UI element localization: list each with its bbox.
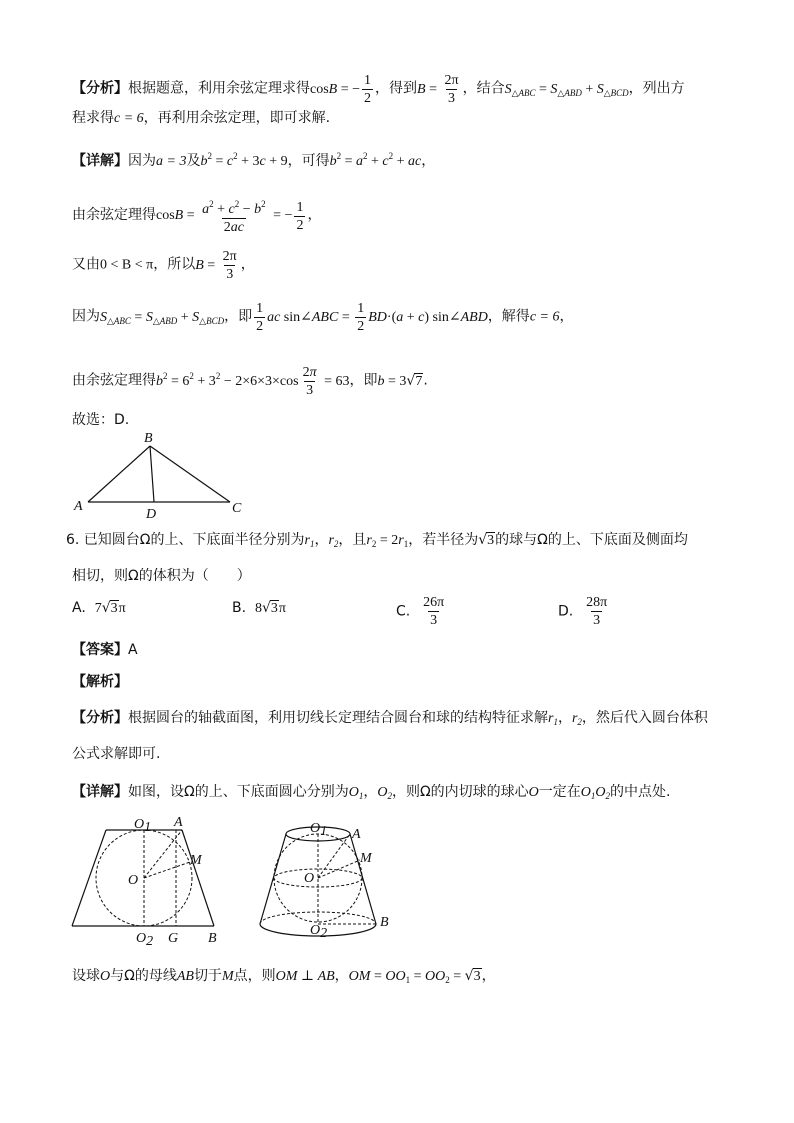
question-6-line-2: 相切，则Ω的体积为（ ） <box>72 568 251 584</box>
q6-analysis-line-2: 公式求解即可. <box>72 746 161 762</box>
analysis-tag: 【分析】 <box>72 80 128 97</box>
label-A: A <box>352 827 361 842</box>
option-b[interactable]: B. 8√3π <box>232 600 286 616</box>
formula-cos-law: cosB = $\frac{a^2 + c^2 - b^2}{2ac}$ = − $\frac{1}{2}$ <box>156 199 304 235</box>
label-O2: O2 <box>136 931 154 946</box>
label-A: A <box>74 499 83 514</box>
analysis-line-1: 【分析】根据题意，利用余弦定理求得cosB = − $\frac{1}{2}$ ，得到B = $\frac{2\pi}{3}$ ，结合$S_{\triangle ABC} = S_{\triangle ABD} + S_{\triangle BCD}$，列出方 <box>72 73 685 106</box>
question-6-line-1: 6. 已知圆台Ω的上、下底面半径分别为$r_1$，$r_2$，且$r_2 = 2r_1$，若半径为√3的球与Ω的上、下底面及侧面均 <box>66 532 688 549</box>
label-O2: O2 <box>310 923 328 941</box>
formula-r2-2r1: $r_2 = 2r_1$ <box>366 533 409 549</box>
analysis-line-2: 程求得c = 6，再利用余弦定理，即可求解. <box>72 110 331 126</box>
option-d[interactable]: D. $\frac{28\pi}{3}$ <box>558 595 608 628</box>
detail-line-4: 因为$S_{\triangle ABC} = S_{\triangle ABD} + S_{\triangle BCD}$，即 $\frac{1}{2}$ ac sin∠ABC = $\frac{1}{2}$ BD·(a + c) sin∠ABD，解得c = 6， <box>72 301 574 334</box>
formula-OM-perp: OM ⊥ AB <box>275 969 335 984</box>
explanation-tag: 【解析】 <box>72 674 128 690</box>
label-B: B <box>380 915 389 930</box>
answer-line: 【答案】A <box>72 642 138 658</box>
r2: $r_2$ <box>328 533 339 549</box>
label-M: M <box>190 853 202 868</box>
cross-section-figure <box>66 812 236 946</box>
formula-B: B = $\frac{2\pi}{3}$ <box>417 73 459 106</box>
label-O1: O1 <box>310 821 328 839</box>
label-O1: O1 <box>134 817 152 835</box>
label-O: O <box>304 871 315 886</box>
formula-area-eq: $\frac{1}{2}$ ac sin∠ABC = $\frac{1}{2}$ BD·(a + c) sin∠ABD <box>256 301 488 334</box>
r1: $r_1$ <box>304 533 315 549</box>
final-line: 设球O与Ω的母线AB切于M点，则OM ⊥ AB，OM = $OO_1 = OO_2 = √3$， <box>72 968 496 985</box>
label-G: G <box>168 931 179 946</box>
detail-line-2: 由余弦定理得cosB = $\frac{a^2 + c^2 - b^2}{2ac}$ = − $\frac{1}{2}$ ， <box>72 199 322 235</box>
frustum-3d-figure <box>250 812 400 946</box>
option-a[interactable]: A. 7√3π <box>72 600 126 616</box>
label-B: B <box>208 931 217 946</box>
answer-select: 故选：D. <box>72 412 130 428</box>
q6-detail-line: 【详解】如图，设Ω的上、下底面圆心分别为$O_1$，$O_2$，则Ω的内切球的球心O一定在$O_1O_2$的中点处. <box>72 784 671 801</box>
formula-b-square: $b^2 = 6^2 + 3^2 - 2\times 6\times 3\times\cos$ $\frac{2\pi}{3}$ = 63 <box>156 365 350 398</box>
label-O: O <box>128 873 139 888</box>
q6-analysis-line-1: 【分析】根据圆台的轴截面图，利用切线长定理结合圆台和球的结构特征求解$r_1$，$r_2$，然后代入圆台体积 <box>72 710 708 727</box>
label-C: C <box>232 501 242 516</box>
detail-line-3: 又由0 < B < π，所以B = $\frac{2\pi}{3}$ ， <box>72 249 255 282</box>
label-D: D <box>146 507 157 522</box>
label-A: A <box>174 815 183 830</box>
formula-b2-alt: $b^2 = a^2 + c^2$ + ac <box>329 151 422 169</box>
formula-area-sum-2: $S_{\triangle ABC} = S_{\triangle ABD} + S_{\triangle BCD}$ <box>100 309 225 326</box>
detail-line-1: 【详解】因为a = 3及$b^2 = c^2 + 3c + 9$，可得$b^2 = a^2 + c^2$ + ac， <box>72 151 436 169</box>
formula-b-value: b = 3√7 <box>377 372 423 389</box>
formula-b2: $b^2 = c^2 + 3c + 9$ <box>200 151 288 169</box>
triangle-figure <box>66 430 256 522</box>
label-B: B <box>144 431 153 446</box>
label-M: M <box>360 851 372 866</box>
formula-area-sum: $S_{\triangle ABC} = S_{\triangle ABD} + S_{\triangle BCD}$ <box>504 81 629 98</box>
formula-OM-eq: OM = $OO_1 = OO_2 = √3$ <box>348 968 481 985</box>
option-c[interactable]: C. $\frac{26\pi}{3}$ <box>396 595 445 628</box>
formula-sqrt3: √3 <box>478 532 495 548</box>
formula-B-value: B = $\frac{2\pi}{3}$ <box>195 249 237 282</box>
formula-cosB: cosB = − $\frac{1}{2}$ <box>310 73 372 106</box>
detail-line-5: 由余弦定理得$b^2 = 6^2 + 3^2 - 2\times 6\times 3\times\cos$ $\frac{2\pi}{3}$ = 63，即b = 3√7. <box>72 365 428 398</box>
